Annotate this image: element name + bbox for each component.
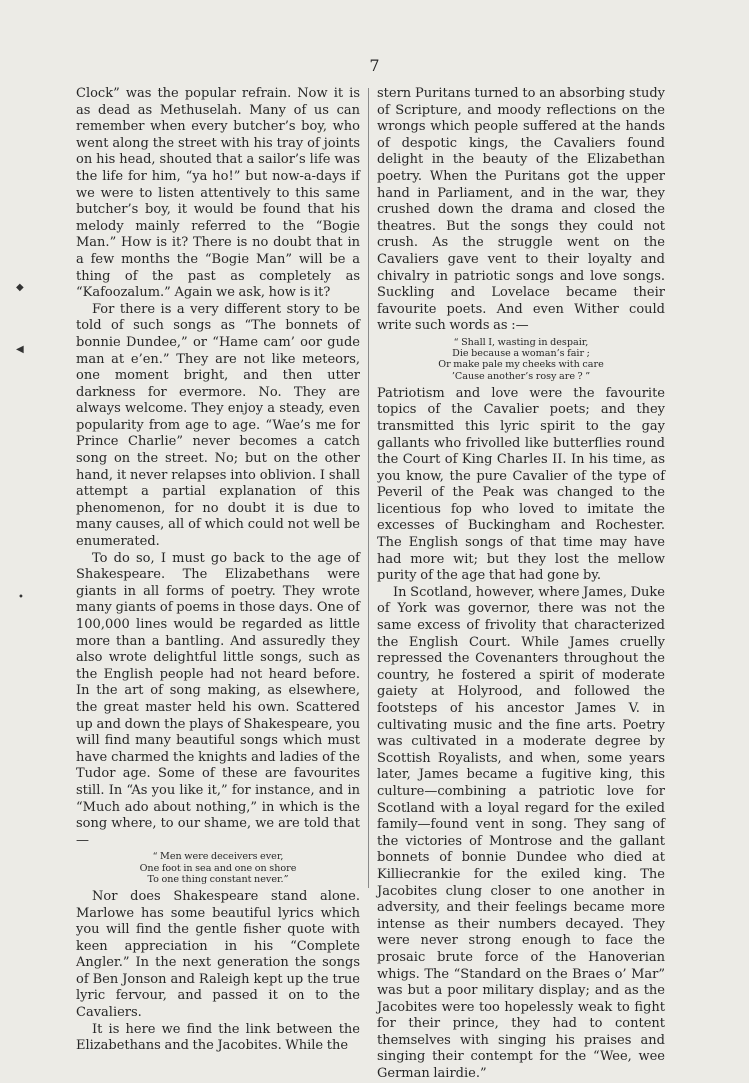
paragraph: Clock” was the popular refrain. Now it is as dead as Methuselah. Many of us can remember when every butcher’s boy, who went along the street with his tray of joints on his head, shouted that a sailor’s life was the life for him, “ya ho!” but now-a-days if we were to listen attentively to this same butcher’s boy, it would be found that his melody mainly referred to the “Bogie Man.” How is it? There is no doubt that in a few months the “Bogie Man” will be a thing of the past as completely as “Kafoozalum.” Again we ask, how is it? [76,86,360,301]
paragraph: stern Puritans turned to an absorbing study of Scripture, and moody reflections on the wrongs which people suffered at the hands of despotic kings, the Cavaliers found delight in the beauty of the Elizabethan poetry. When the Puritans got the upper hand in Parliament, and in the war, they crushed down the drama and closed the theatres. But the songs they could not crush. As the struggle went on the Cavaliers gave vent to their loyalty and chivalry in patriotic songs and love songs. Suckling and Lovelace became their favourite poets. And even Wither could write such words as :— [377,86,665,334]
verse-quote [76,851,360,885]
verse-line: Die because a woman’s fair ; [452,348,590,360]
verse-line: “ Shall I, wasting in despair, [453,336,589,348]
verse-line: “ Men were deceivers ever, [152,851,284,863]
verse-quote [377,337,665,382]
paragraph: Nor does Shakespeare stand alone. Marlowe has some beautiful lyrics which you will find the gentle fisher quote with keen appreciation in his “Complete Angler.” In the next generation the songs of Ben Jonson and Raleigh kept up the true lyric fervour, and passed it on to the Cavaliers. [76,888,360,1021]
paragraph: For there is a very different story to be told of such songs as “The bonnets of bonnie Dundee,” or “Hame cam’ oor gude man at e’en.” They are not like meteors, one moment bright, and then utter darkness for evermore. No. They are always welcome. They enjoy a steady, even popularity from age to age. “Wae’s me for Prince Charlie” never becomes a catch song on the street. No; but on the other hand, it never relapses into oblivion. I shall attempt a partial explanation of this phenomenon, for no doubt it is due to many causes, all of which could not well be enumerated. [76,301,360,550]
page-number: 7 [369,56,380,75]
right-column [377,86,665,1083]
paragraph: To do so, I must go back to the age of Shakespeare. The Elizabethans were giants in all forms of poetry. They wrote many giants of poems in those days. One of 100,000 lines would be regarded as little more than a bantling. And assuredly they also wrote delightful little songs, such as the English people had not heard before. In the art of song making, as elsewhere, the great master held his own. Scattered up and down the plays of Shakespeare, you will find many beautiful songs which must have charmed the knights and ladies of the Tudor age. Some of these are favourites still. In “As you like it,” for instance, and in “Much ado about nothing,” in which is the song where, to our shame, we are told that— [76,550,360,848]
paragraph: It is here we find the link between the Elizabethans and the Jacobites. While the [76,1021,360,1054]
margin-mark: • [18,592,24,603]
left-column [76,86,360,1055]
margin-mark: ◆ [16,282,24,293]
margin-mark: ◀ [16,344,24,355]
verse-line: Or make pale my cheeks with care [438,359,604,371]
verse-line: ’Cause another’s rosy are ? ” [451,370,591,382]
paragraph: Patriotism and love were the favourite topics of the Cavalier poets; and they transmitted this lyric spirit to the gay gallants who frivolled like butterflies round the Court of King Charles II. In his time, as you know, the pure Cavalier of the type of Peveril of the Peak was changed to the licentious fop who loved to imitate the excesses of Buckingham and Rochester. The English songs of that time may have had more wit; but they lost the mellow purity of the age that had gone by. [377,385,665,584]
paragraph: In Scotland, however, where James, Duke of York was governor, there was not the same excess of frivolity that characterized the English Court. While James cruelly repressed the Covenanters throughout the country, he fostered a spirit of moderate gaiety at Holyrood, and followed the footsteps of his ancestor James V. in cultivating music and the fine arts. Poetry was cultivated in a moderate degree by Scottish Royalists, and when, some years later, James became a fugitive king, this culture—combining a patriotic love for Scotland with a loyal regard for the exiled family—found vent in song. They sang of the victories of Montrose and the gallant bonnets of bonnie Dundee who died at Killiecrankie for the exiled king. The Jacobites clung closer to one another in adversity, and their feelings became more intense as their numbers decayed. They were never strong enough to face the prosaic brute force of the Hanoverian whigs. The “Standard on the Braes o’ Mar” was but a poor military display; and as the Jacobites were too hopelessly weak to fight for their prince, they had to content themselves with singing his praises and singing their contempt for the “Wee, wee German lairdie.” [377,584,665,1082]
column-divider [368,88,369,888]
verse-line: One foot in sea and one on shore [139,862,297,874]
verse-line: To one thing constant never.” [147,873,289,885]
